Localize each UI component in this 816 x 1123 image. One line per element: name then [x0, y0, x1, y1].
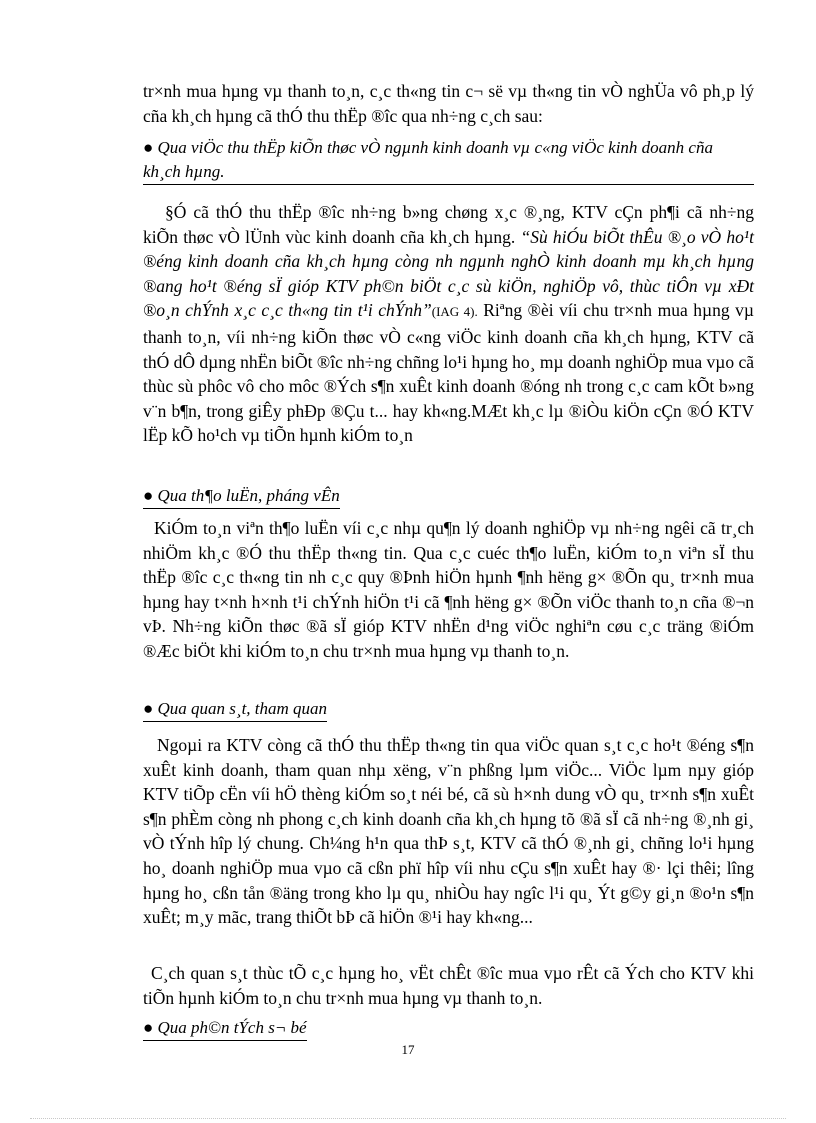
heading-label: Qua ph©n tÝch s¬ bé [153, 1018, 307, 1037]
reference-text: (IAG 4). [431, 304, 478, 320]
paragraph-part: §Ó cã thÓ thu thËp ®îc nh÷ng b»ng chøng x¸c ®¸ng, KTV cÇn ph¶i cã nh÷ng kiÕn thøc vÒ lÜnh vùc kinh doanh cña kh¸ch hµng. [143, 202, 754, 247]
paragraph-text [143, 200, 754, 448]
heading-label: Qua th¶o luËn, pháng vÊn [153, 486, 340, 505]
section-heading-business-knowledge [143, 136, 754, 185]
bullet-icon: ● [143, 138, 154, 157]
business-knowledge-paragraph [143, 200, 754, 448]
heading-label: Qua viÖc thu thËp kiÕn thøc vÒ ngµnh kinh doanh vµ c«ng viÖc kinh doanh cña kh¸ch hµng. [143, 138, 713, 181]
interview-paragraph [143, 516, 754, 664]
heading-text [143, 136, 754, 185]
page-bottom-rule [30, 1118, 786, 1119]
observation-paragraph [143, 733, 754, 930]
observation-summary-paragraph [143, 961, 754, 1010]
bullet-icon: ● [143, 486, 154, 505]
paragraph-text: Ngoµi ra KTV còng cã thÓ thu thËp th«ng tin qua viÖc quan s¸t c¸c ho¹t ®éng s¶n xuÊt kinh doanh, tham quan nhµ xëng, v¨n phßng lµm viÖc... ViÖc lµm nµy gióp KTV tiÕp cËn víi hÖ thèng kiÓm so¸t néi bé, cã sù h×nh dung vÒ qu¸ tr×nh s¶n xuÊt s¶n phÈm còng nh phong c¸ch kinh doanh cña kh¸ch hµng tõ ®ã sÏ cã nh÷ng ®¸nh gi¸ vÒ tÝnh hîp lý chung. Ch¼ng h¹n qua thÞ s¸t, KTV cã thÓ ®¸nh gi¸ chñng lo¹i hµng ho¸ doanh nghiÖp mua vµo cã cßn phï hîp víi nhu cÇu s¶n xuÊt hay ®· lçi thêi; lîng hµng ho¸ cßn tån ®äng trong kho lµ qu¸ nhiÒu hay ngîc l¹i qu¸ Ýt g©y gi¸n ®o¹n s¶n xuÊt; m¸y mãc, trang thiÕt bÞ cã hiÖn ®¹i hay kh«ng... [143, 735, 754, 928]
paragraph-part: Riªng ®èi víi chu tr×nh mua hµng vµ thanh to¸n, víi nh÷ng kiÕn thøc vÒ c«ng viÖc kinh doanh cña kh¸ch hµng, KTV cã thÓ dÔ dµng nhËn biÕt ®îc nh÷ng chñng lo¹i hµng ho¸ mµ doanh nghiÖp mua vµo cã thùc sù phôc vô cho môc ®Ých s¶n xuÊt kinh doanh ®óng nh trong c¸c cam kÕt b»ng v¨n b¶n, trong giÊy phÐp ®Çu t... hay kh«ng.MÆt kh¸c lµ ®iÒu kiÖn cÇn ®Ó KTV lËp kÕ ho¹ch vµ tiÕn hµnh kiÓm to¸n [143, 300, 755, 446]
heading-label: Qua quan s¸t, tham quan [153, 699, 328, 718]
heading-text [143, 1016, 307, 1041]
paragraph-text: KiÓm to¸n viªn th¶o luËn víi c¸c nhµ qu¶n lý doanh nghiÖp vµ nh÷ng ngêi cã tr¸ch nhiÖm kh¸c ®Ó thu thËp th«ng tin. Qua c¸c cuéc th¶o luËn, kiÓm to¸n viªn sÏ thu thËp ®îc c¸c th«ng tin nh c¸c quy ®Þnh hiÖn hµnh ¶nh hëng g× ®Õn qu¸ tr×nh mua hµng hay t×nh h×nh t¹i chÝnh hiÖn t¹i cã ¶nh hëng g× ®Õn viÖc thanh to¸n cña ®¬n vÞ. Nh÷ng kiÕn thøc ®ã sÏ gióp KTV nhËn d¹ng viÖc nghiªn cøu c¸c träng ®iÓm ®Æc biÖt khi kiÓm to¸n chu tr×nh mua hµng vµ thanh to¸n. [143, 518, 754, 661]
section-heading-observation [143, 697, 754, 722]
bullet-icon: ● [143, 699, 154, 718]
intro-paragraph [143, 79, 754, 128]
bullet-icon: ● [143, 1018, 154, 1037]
section-heading-interview [143, 484, 754, 509]
section-heading-analysis [143, 1016, 754, 1041]
paragraph-text: C¸ch quan s¸t thùc tÕ c¸c hµng ho¸ vËt chÊt ®îc mua vµo rÊt cã Ých cho KTV khi tiÕn hµnh kiÓm to¸n chu tr×nh mua hµng vµ thanh to¸n. [143, 963, 754, 1008]
heading-text [143, 697, 327, 722]
page-number: 17 [401, 1042, 415, 1057]
quote-text: “Sù hiÓu biÕt thÊu ®¸o vÒ ho¹t ®éng kinh doanh cña kh¸ch hµng còng nh ngµnh nghÒ kinh doanh mµ kh¸ch hµng ®ang ho¹t ®éng sÏ gióp KTV ph©n biÖt c¸c sù kiÖn, nghiÖp vô, thùc tiÔn vµ xÐt ®o¸n chÝnh x¸c c¸c th«ng tin t¹i chÝnh” [143, 226, 754, 321]
paragraph-text: tr×nh mua hµng vµ thanh to¸n, c¸c th«ng tin c¬ së vµ th«ng tin vÒ nghÜa vô ph¸p lý cña kh¸ch hµng cã thÓ thu thËp ®îc qua nh÷ng c¸ch sau: [143, 81, 754, 126]
heading-text [143, 484, 340, 509]
